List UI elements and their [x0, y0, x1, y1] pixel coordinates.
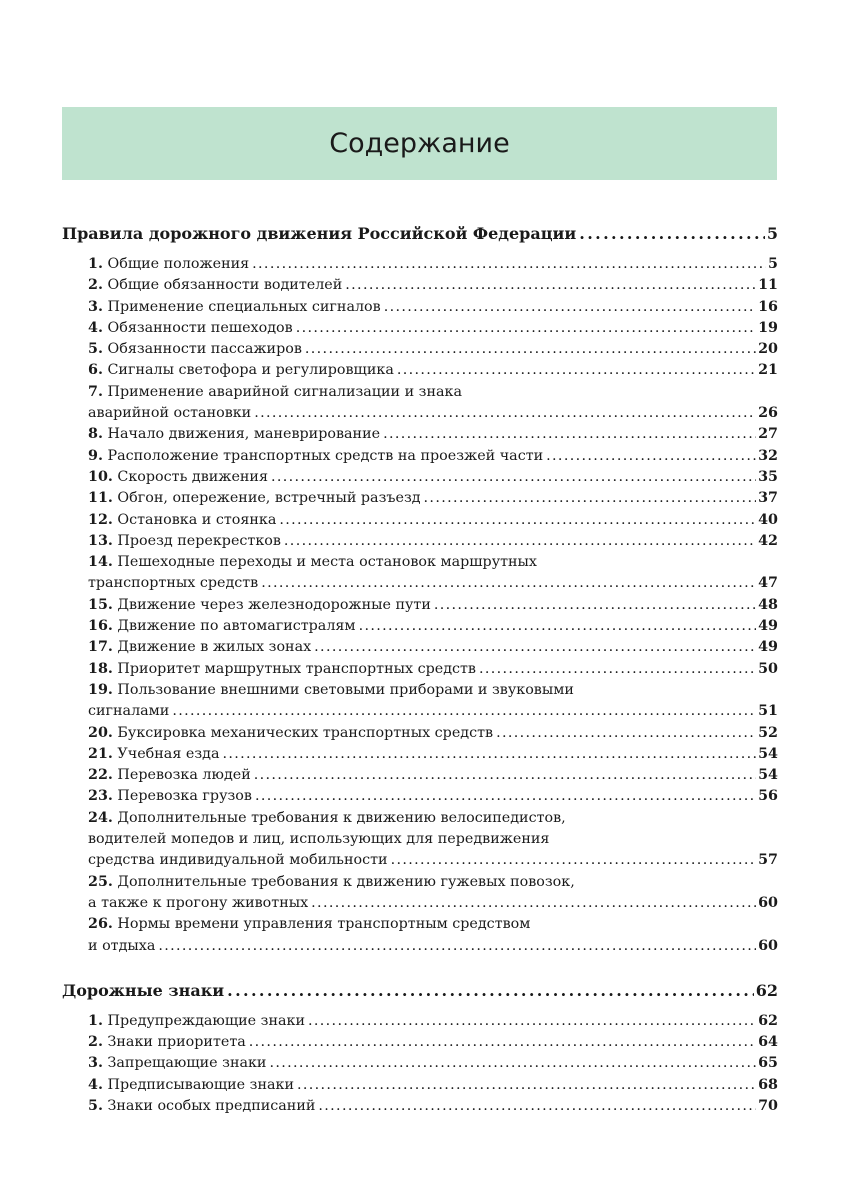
- toc-entry[interactable]: [88, 1053, 778, 1074]
- toc-entry[interactable]: [88, 254, 778, 275]
- entry-title-line: Знаки приоритета: [107, 1034, 246, 1051]
- section-title: Дорожные знаки: [62, 980, 225, 1000]
- entry-title-line: Запрещающие знаки: [107, 1055, 267, 1072]
- dot-leader: [424, 488, 757, 509]
- entry-row: [88, 1053, 778, 1074]
- page-title: Содержание: [329, 128, 510, 159]
- entry-title: [88, 723, 493, 744]
- entry-title-line: Буксировка механических транспортных средств: [117, 724, 494, 741]
- entry-page-number: 47: [758, 575, 778, 592]
- entry-number: 8.: [88, 426, 103, 443]
- entry-number: 4.: [88, 1076, 103, 1093]
- toc-entry[interactable]: [88, 360, 778, 381]
- entry-number: 12.: [88, 511, 113, 528]
- dot-leader: [579, 220, 765, 248]
- entry-page-number: 50: [758, 660, 778, 677]
- entry-title-line: водителей мопедов и лиц, использующих для передвижения: [88, 831, 550, 848]
- entry-title-line: а также к прогону животных: [88, 894, 309, 911]
- entry-title-line: Нормы времени управления транспортным средством: [117, 916, 531, 933]
- entry-number: 20.: [88, 724, 113, 741]
- entry-number: 1.: [88, 256, 103, 272]
- entry-title-line: Знаки особых предписаний: [107, 1097, 316, 1114]
- entry-row: [88, 318, 778, 339]
- entry-row: [88, 1075, 778, 1096]
- toc-entry[interactable]: [88, 275, 778, 296]
- entry-page-number: 16: [758, 298, 778, 315]
- entry-title: [88, 850, 388, 871]
- entry-page-number: 40: [758, 511, 778, 528]
- dot-leader: [269, 1053, 756, 1074]
- entry-number: 7.: [88, 383, 103, 400]
- entry-page-number: 64: [758, 1034, 778, 1051]
- entry-number: 4.: [88, 319, 103, 336]
- entry-row: [88, 424, 778, 445]
- entry-page-number: 26: [758, 405, 778, 422]
- toc-entry[interactable]: [88, 872, 778, 915]
- section-page-number: 5: [766, 224, 778, 243]
- dot-leader: [254, 765, 756, 786]
- entry-number: 26.: [88, 916, 113, 933]
- entry-row: [88, 297, 778, 318]
- entry-title: [88, 874, 575, 890]
- section-heading[interactable]: [62, 220, 778, 248]
- entry-page-number: 19: [758, 319, 778, 336]
- entry-number: 1.: [88, 1012, 103, 1029]
- dot-leader: [359, 616, 757, 637]
- dot-leader: [249, 1032, 756, 1053]
- entry-number: 5.: [88, 341, 103, 358]
- entry-title: [88, 488, 421, 509]
- section-items: [62, 254, 778, 957]
- entry-title: [88, 810, 566, 826]
- entry-title-line: Пешеходные переходы и места остановок маршрутных: [117, 554, 537, 571]
- entry-title: [88, 254, 249, 275]
- entry-line: [88, 382, 778, 403]
- entry-title: [88, 786, 252, 807]
- entry-page-number: 62: [758, 1012, 778, 1029]
- toc-entry[interactable]: [88, 1032, 778, 1053]
- entry-page-number: 5: [768, 256, 778, 272]
- dot-leader: [546, 446, 756, 467]
- entry-row: [88, 637, 778, 658]
- entry-title-line: Движение по автомагистралям: [117, 618, 356, 635]
- entry-page-number: 11: [758, 277, 778, 294]
- toc-entry[interactable]: [88, 637, 778, 658]
- entry-title: [88, 339, 302, 360]
- entry-row: [88, 659, 778, 680]
- dot-leader: [252, 254, 766, 275]
- entry-row: [88, 936, 778, 957]
- entry-row: [88, 723, 778, 744]
- entry-title-line: Общие обязанности водителей: [107, 277, 343, 294]
- entry-title: [88, 573, 258, 594]
- entry-row: [88, 893, 778, 914]
- dot-leader: [284, 531, 756, 552]
- entry-title: [88, 424, 380, 445]
- dot-leader: [297, 1075, 756, 1096]
- toc-entry[interactable]: [88, 424, 778, 445]
- toc-section: [62, 977, 778, 1117]
- dot-leader: [314, 637, 756, 658]
- entry-number: 10.: [88, 468, 113, 485]
- entry-title: [88, 510, 276, 531]
- toc-entry[interactable]: [88, 808, 778, 872]
- entry-title-line: Пользование внешними световыми приборами и звуковыми: [117, 681, 574, 698]
- entry-row: [88, 850, 778, 871]
- entry-number: 3.: [88, 298, 103, 315]
- dot-leader: [496, 723, 756, 744]
- entry-title-line: Расположение транспортных средств на проезжей части: [107, 447, 544, 464]
- entry-row: [88, 339, 778, 360]
- entry-number: 17.: [88, 639, 113, 656]
- entry-page-number: 32: [758, 447, 778, 464]
- toc-entry[interactable]: [88, 339, 778, 360]
- entry-title-line: Приоритет маршрутных транспортных средств: [117, 660, 476, 677]
- entry-row: [88, 616, 778, 637]
- toc-entry[interactable]: [88, 531, 778, 552]
- toc-entry[interactable]: [88, 297, 778, 318]
- entry-title-line: Движение в жилых зонах: [117, 639, 312, 656]
- entry-page-number: 20: [758, 341, 778, 358]
- entry-title: [88, 637, 311, 658]
- entry-row: [88, 275, 778, 296]
- entry-number: 15.: [88, 596, 113, 613]
- entry-row: [88, 360, 778, 381]
- entry-row: [88, 488, 778, 509]
- toc-entry[interactable]: [88, 659, 778, 680]
- entry-row: [88, 1096, 778, 1117]
- toc-entry[interactable]: [88, 680, 778, 723]
- toc-entry[interactable]: [88, 595, 778, 616]
- entry-title: [88, 275, 342, 296]
- entry-page-number: 49: [758, 618, 778, 635]
- entry-number: 6.: [88, 362, 103, 379]
- toc-entry[interactable]: [88, 744, 778, 765]
- toc-section: [62, 220, 778, 957]
- entry-title-line: Обязанности пешеходов: [107, 319, 293, 336]
- entry-page-number: 37: [758, 490, 778, 507]
- entry-page-number: 42: [758, 532, 778, 549]
- entry-title-line: средства индивидуальной мобильности: [88, 852, 388, 869]
- entry-row: [88, 1011, 778, 1032]
- entry-page-number: 54: [758, 745, 778, 762]
- entry-title-line: аварийной остановки: [88, 405, 252, 422]
- section-items: [62, 1011, 778, 1117]
- entry-page-number: 48: [758, 596, 778, 613]
- entry-title-line: Учебная езда: [117, 745, 220, 762]
- entry-title: [88, 831, 549, 847]
- dot-leader: [305, 339, 756, 360]
- entry-number: 22.: [88, 767, 113, 784]
- entry-line: [88, 914, 778, 935]
- dot-leader: [172, 701, 756, 722]
- entry-page-number: 65: [758, 1055, 778, 1072]
- entry-title: [88, 1075, 294, 1096]
- entry-number: 13.: [88, 532, 113, 549]
- entry-title-line: Дополнительные требования к движению велосипедистов,: [117, 809, 566, 826]
- entry-title-line: Сигналы светофора и регулировщика: [107, 362, 394, 379]
- entry-title: [88, 297, 381, 318]
- entry-title: [88, 659, 476, 680]
- toc-entry[interactable]: [88, 1096, 778, 1117]
- entry-title-line: Обгон, опережение, встречный разъезд: [117, 490, 421, 507]
- entry-title: [88, 467, 268, 488]
- entry-line: [88, 680, 778, 701]
- entry-title-line: и отдыха: [88, 937, 156, 954]
- entry-title-line: Проезд перекрестков: [117, 532, 281, 549]
- entry-title: [88, 403, 251, 424]
- toc-entry[interactable]: [88, 616, 778, 637]
- entry-title: [88, 1096, 315, 1117]
- toc-entry[interactable]: [88, 446, 778, 467]
- entry-title-line: Остановка и стоянка: [117, 511, 277, 528]
- entry-row: [88, 701, 778, 722]
- dot-leader: [397, 360, 756, 381]
- entry-title: [88, 595, 431, 616]
- entry-number: 24.: [88, 809, 113, 826]
- entry-title-line: Применение аварийной сигнализации и знака: [107, 383, 462, 400]
- toc-entry[interactable]: [88, 552, 778, 595]
- entry-title: [88, 1032, 246, 1053]
- entry-row: [88, 765, 778, 786]
- dot-leader: [255, 786, 756, 807]
- entry-title-line: Перевозка грузов: [117, 788, 252, 805]
- section-title: Правила дорожного движения Российской Федерации: [62, 224, 577, 243]
- entry-page-number: 54: [758, 767, 778, 784]
- table-of-contents: [62, 220, 778, 1137]
- entry-row: [88, 510, 778, 531]
- entry-page-number: 57: [758, 852, 778, 869]
- entry-number: 9.: [88, 447, 103, 464]
- entry-title-line: Движение через железнодорожные пути: [117, 596, 431, 613]
- entry-title-line: Скорость движения: [117, 468, 268, 485]
- entry-line: [88, 552, 778, 573]
- toc-entry[interactable]: [88, 1075, 778, 1096]
- entry-page-number: 68: [758, 1076, 778, 1093]
- entry-title: [88, 554, 537, 570]
- entry-title: [88, 1011, 305, 1032]
- dot-leader: [318, 1096, 756, 1117]
- entry-number: 16.: [88, 618, 113, 635]
- entry-row: [88, 531, 778, 552]
- entry-title: [88, 765, 251, 786]
- entry-title: [88, 531, 281, 552]
- entry-row: [88, 467, 778, 488]
- dot-leader: [271, 467, 756, 488]
- entry-title-line: Применение специальных сигналов: [107, 298, 381, 315]
- contents-header: [62, 107, 777, 180]
- dot-leader: [383, 424, 756, 445]
- entry-number: 3.: [88, 1055, 103, 1072]
- entry-number: 21.: [88, 745, 113, 762]
- entry-page-number: 51: [758, 703, 778, 720]
- entry-title-line: Начало движения, маневрирование: [107, 426, 381, 443]
- dot-leader: [345, 275, 756, 296]
- entry-page-number: 35: [758, 468, 778, 485]
- entry-title: [88, 318, 293, 339]
- dot-leader: [222, 744, 756, 765]
- entry-line: [88, 872, 778, 893]
- toc-entry[interactable]: [88, 786, 778, 807]
- entry-title-line: Обязанности пассажиров: [107, 341, 302, 358]
- entry-row: [88, 595, 778, 616]
- entry-page-number: 60: [758, 894, 778, 911]
- toc-entry[interactable]: [88, 914, 778, 957]
- entry-number: 5.: [88, 1097, 103, 1114]
- entry-title-line: Предупреждающие знаки: [107, 1012, 305, 1029]
- entry-title: [88, 384, 462, 400]
- entry-number: 25.: [88, 873, 113, 890]
- entry-row: [88, 254, 778, 275]
- dot-leader: [261, 573, 756, 594]
- dot-leader: [254, 403, 756, 424]
- entry-line: [88, 808, 778, 829]
- entry-title: [88, 616, 356, 637]
- toc-entry[interactable]: [88, 510, 778, 531]
- section-heading[interactable]: [62, 977, 778, 1005]
- entry-row: [88, 1032, 778, 1053]
- entry-row: [88, 573, 778, 594]
- entry-number: 19.: [88, 681, 113, 698]
- entry-title: [88, 744, 219, 765]
- toc-entry[interactable]: [88, 723, 778, 744]
- toc-entry[interactable]: [88, 382, 778, 425]
- entry-row: [88, 744, 778, 765]
- dot-leader: [434, 595, 756, 616]
- dot-leader: [311, 893, 756, 914]
- section-page-number: 62: [755, 980, 778, 1000]
- entry-page-number: 27: [758, 426, 778, 443]
- entry-title-line: Общие положения: [107, 256, 250, 272]
- toc-entry[interactable]: [88, 765, 778, 786]
- dot-leader: [384, 297, 756, 318]
- entry-title-line: Дополнительные требования к движению гужевых повозок,: [117, 873, 575, 890]
- entry-number: 2.: [88, 277, 103, 294]
- entry-title: [88, 446, 543, 467]
- entry-page-number: 56: [758, 788, 778, 805]
- dot-leader: [296, 318, 756, 339]
- dot-leader: [158, 936, 756, 957]
- entry-row: [88, 446, 778, 467]
- dot-leader: [391, 850, 757, 871]
- toc-entry[interactable]: [88, 1011, 778, 1032]
- entry-row: [88, 403, 778, 424]
- entry-number: 23.: [88, 788, 113, 805]
- entry-title: [88, 1053, 266, 1074]
- toc-entry[interactable]: [88, 318, 778, 339]
- entry-page-number: 49: [758, 639, 778, 656]
- dot-leader: [479, 659, 756, 680]
- entry-number: 18.: [88, 660, 113, 677]
- entry-title-line: сигналами: [88, 703, 170, 720]
- entry-title: [88, 701, 169, 722]
- entry-title-line: Предписывающие знаки: [107, 1076, 294, 1093]
- entry-row: [88, 786, 778, 807]
- entry-title: [88, 360, 394, 381]
- entry-page-number: 60: [758, 937, 778, 954]
- entry-title: [88, 916, 530, 932]
- entry-line: [88, 829, 778, 850]
- entry-title-line: транспортных средств: [88, 575, 259, 592]
- dot-leader: [308, 1011, 756, 1032]
- entry-number: 2.: [88, 1034, 103, 1051]
- entry-number: 14.: [88, 554, 113, 571]
- entry-title: [88, 936, 155, 957]
- entry-title-line: Перевозка людей: [117, 767, 251, 784]
- entry-page-number: 21: [758, 362, 778, 379]
- entry-number: 11.: [88, 490, 113, 507]
- dot-leader: [279, 510, 756, 531]
- entry-page-number: 70: [758, 1097, 778, 1114]
- dot-leader: [227, 977, 754, 1005]
- entry-page-number: 52: [758, 724, 778, 741]
- toc-entry[interactable]: [88, 488, 778, 509]
- toc-entry[interactable]: [88, 467, 778, 488]
- entry-title: [88, 893, 308, 914]
- entry-title: [88, 682, 574, 698]
